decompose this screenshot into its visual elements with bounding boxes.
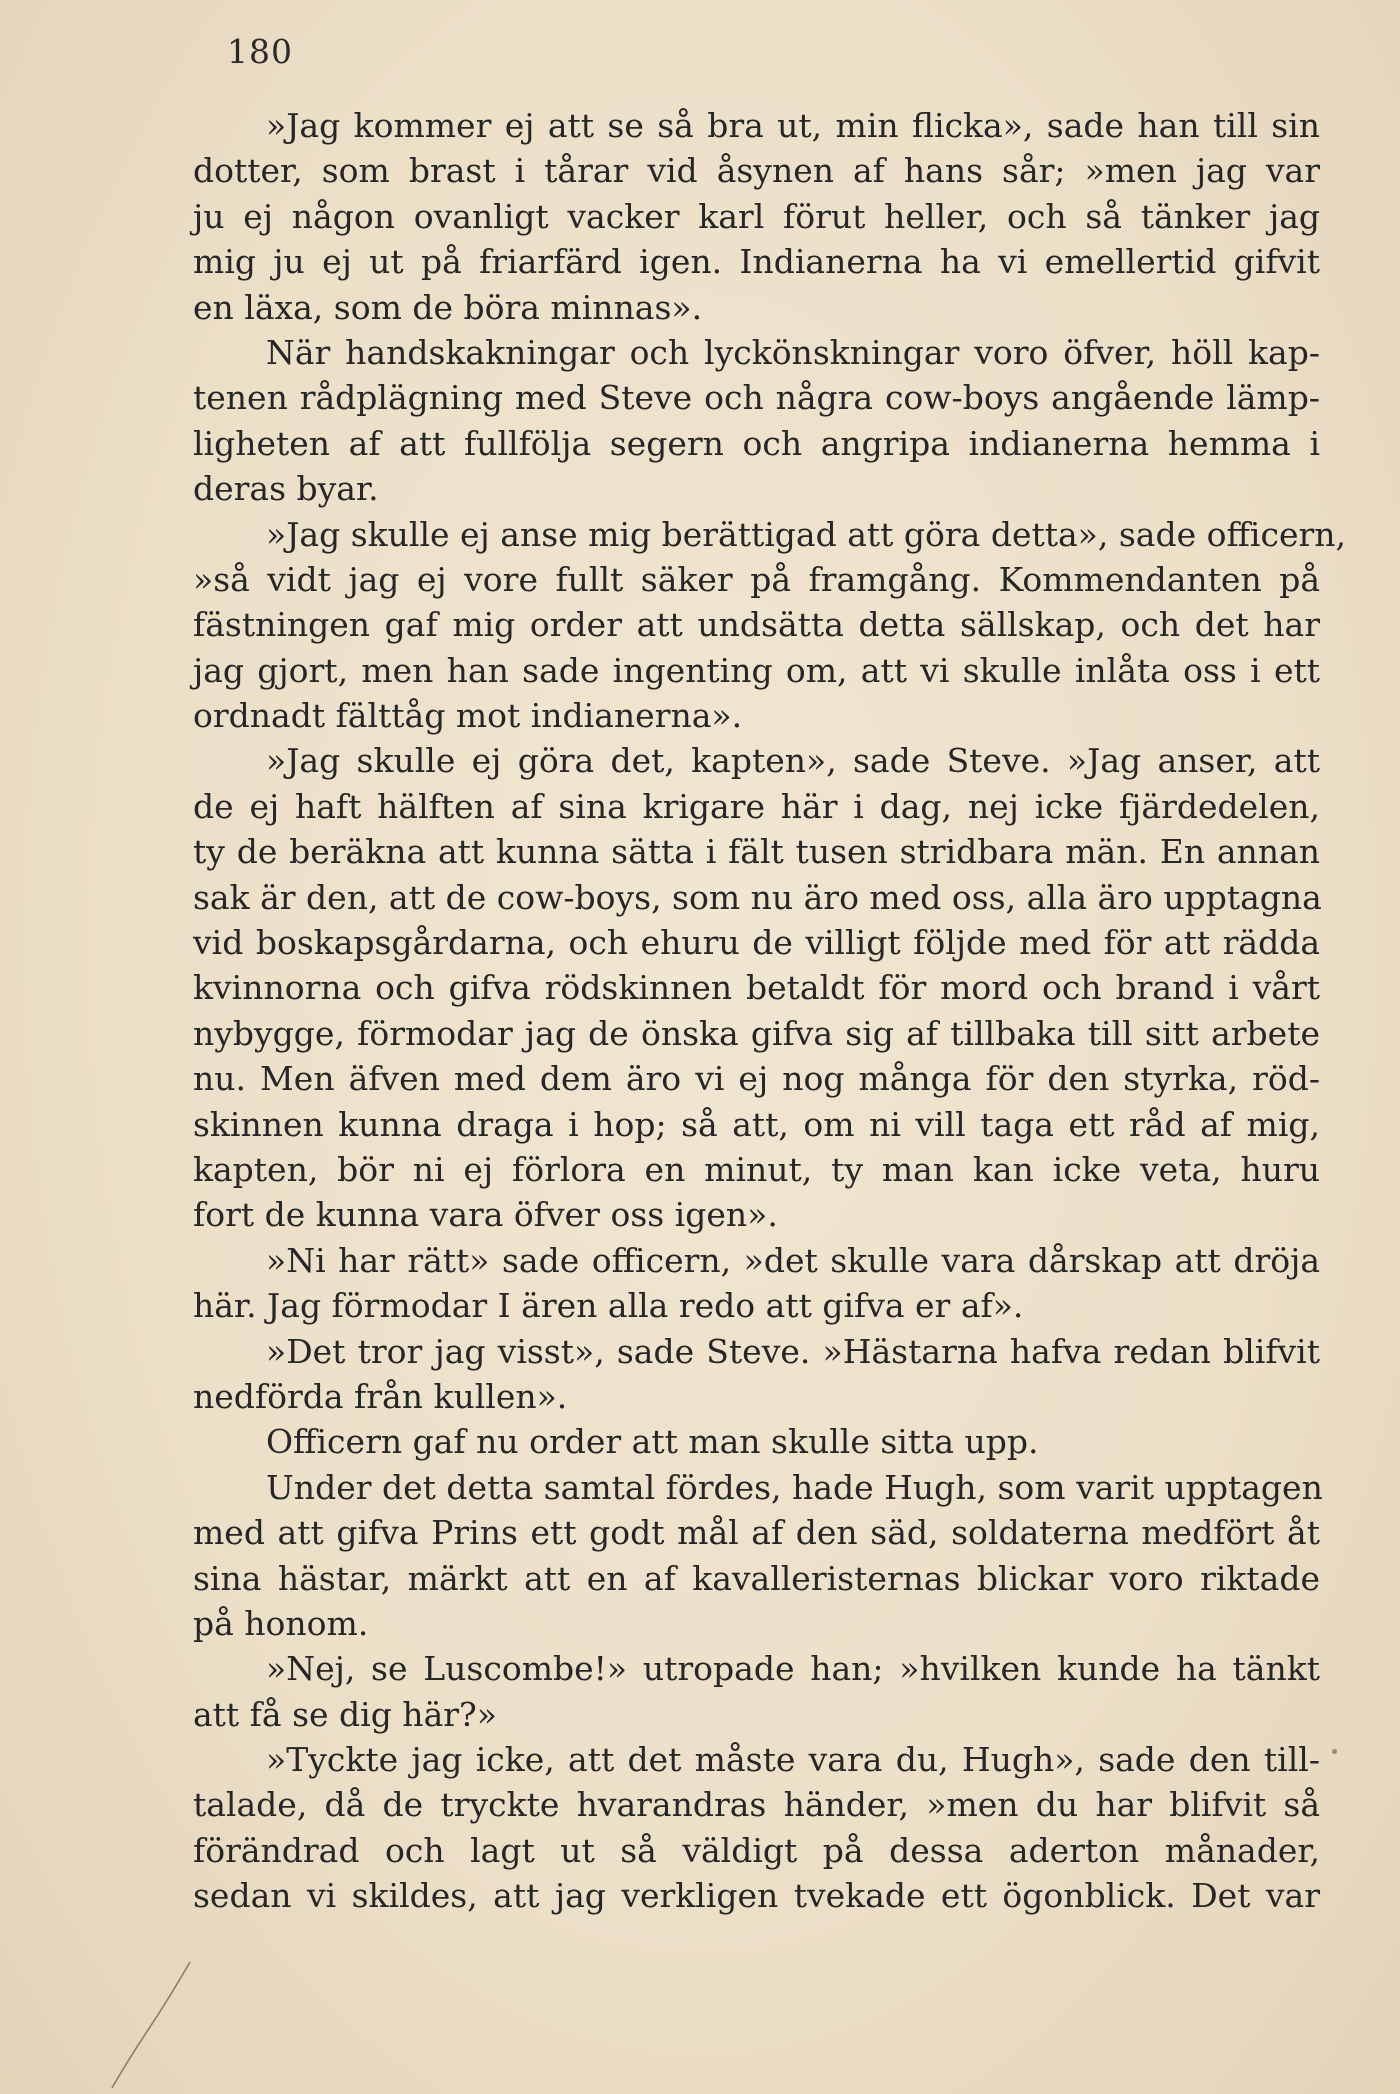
text-line: »Jag skulle ej anse mig berättigad att göra detta», sade officern, <box>266 514 1346 554</box>
text-line: Under det detta samtal fördes, hade Hugh, som varit upptagen <box>266 1467 1323 1507</box>
text-line: ju ej någon ovanligt vacker karl förut heller, och så tänker jag <box>193 196 1320 236</box>
text-line: vid boskapsgårdarna, och ehuru de villigt följde med för att rädda <box>193 923 1320 963</box>
text-line: sedan vi skildes, att jag verkligen tvekade ett ögonblick. Det var <box>193 1876 1320 1916</box>
text-line: att få se dig här?» <box>193 1694 497 1734</box>
text-line: skinnen kunna draga i hop; så att, om ni vill taga ett råd af mig, <box>193 1104 1320 1144</box>
text-line: »Nej, se Luscombe!» utropade han; »hvilken kunde ha tänkt <box>266 1649 1320 1689</box>
text-line: talade, då de tryckte hvarandras händer, »men du har blifvit så <box>193 1785 1320 1825</box>
text-line: ty de beräkna att kunna sätta i fält tusen stridbara män. En annan <box>193 832 1320 872</box>
text-line: sak är den, att de cow-boys, som nu äro med oss, alla äro upptagna <box>193 877 1322 917</box>
pencil-stroke-mark <box>108 1960 198 2090</box>
text-line: »Jag skulle ej göra det, kapten», sade Steve. »Jag anser, att <box>266 741 1320 781</box>
ink-dot-mark <box>1332 1749 1337 1754</box>
text-line: nybygge, förmodar jag de önska gifva sig af tillbaka till sitt arbete <box>193 1013 1320 1053</box>
text-line: fästningen gaf mig order att undsätta detta sällskap, och det har <box>193 605 1320 645</box>
text-line: När handskakningar och lyckönskningar voro öfver, höll kap- <box>266 332 1320 372</box>
text-line: mig ju ej ut på friarfärd igen. Indianerna ha vi emellertid gifvit <box>193 242 1320 282</box>
text-line: sina hästar, märkt att en af kavalleristernas blickar voro riktade <box>193 1558 1320 1598</box>
text-line: »Jag kommer ej att se så bra ut, min flicka», sade han till sin <box>266 106 1320 145</box>
text-line: tenen rådplägning med Steve och några cow-boys angående lämp- <box>193 378 1320 418</box>
text-line: på honom. <box>193 1603 369 1643</box>
text-line: »Ni har rätt» sade officern, »det skulle vara dårskap att dröja <box>266 1240 1320 1280</box>
text-line: med att gifva Prins ett godt mål af den säd, soldaterna medfört åt <box>193 1513 1320 1553</box>
text-line: ordnadt fälttåg mot indianerna». <box>193 696 743 736</box>
text-line: här. Jag förmodar I ären alla redo att gifva er af». <box>193 1286 1024 1326</box>
text-line: deras byar. <box>193 469 379 509</box>
text-line: kapten, bör ni ej förlora en minut, ty man kan icke veta, huru <box>193 1149 1320 1189</box>
text-line: »så vidt jag ej vore fullt säker på framgång. Kommendanten på <box>193 559 1320 599</box>
text-line: kvinnorna och gifva rödskinnen betaldt för mord och brand i vårt <box>193 968 1320 1008</box>
text-line: ligheten af att fullfölja segern och angripa indianerna hemma i <box>193 423 1320 463</box>
text-line: nedförda från kullen». <box>193 1376 568 1416</box>
text-line: »Det tror jag visst», sade Steve. »Hästarna hafva redan blifvit <box>266 1331 1320 1371</box>
text-line: de ej haft hälften af sina krigare här i dag, nej icke fjärdedelen, <box>193 786 1320 826</box>
text-line: förändrad och lagt ut så väldigt på dessa aderton månader, <box>193 1830 1320 1870</box>
page-number: 180 <box>227 32 293 71</box>
text-line: Officern gaf nu order att man skulle sitta upp. <box>266 1422 1039 1462</box>
body-text <box>193 103 1346 1919</box>
text-line: jag gjort, men han sade ingenting om, att vi skulle inlåta oss i ett <box>193 650 1320 690</box>
text-line: dotter, som brast i tårar vid åsynen af hans sår; »men jag var <box>193 151 1320 191</box>
text-line: »Tyckte jag icke, att det måste vara du, Hugh», sade den till- <box>266 1740 1320 1780</box>
text-line: en läxa, som de böra minnas». <box>193 287 703 327</box>
text-line: fort de kunna vara öfver oss igen». <box>193 1195 778 1235</box>
text-line: nu. Men äfven med dem äro vi ej nog många för den styrka, röd- <box>193 1059 1320 1099</box>
